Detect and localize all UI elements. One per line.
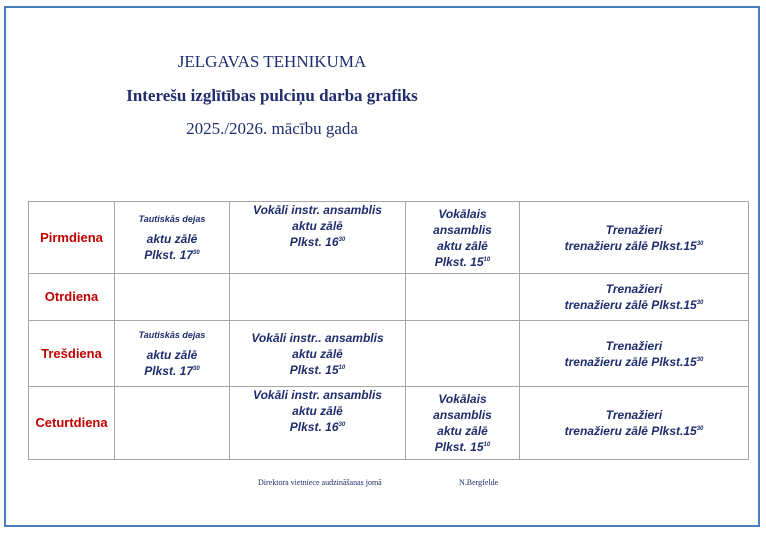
table-row <box>29 274 749 321</box>
schedule-cell: Trenažieri trenažieru zālē $Plkst.15^{30}$ <box>520 321 749 387</box>
schedule-cell: Vokālais ansamblis aktu zālē Plkst. $15^{10}$ <box>406 202 520 274</box>
table-row <box>29 321 749 387</box>
day-cell: Pirmdiena <box>29 202 115 274</box>
schedule-cell <box>115 387 230 460</box>
school-year: 2025./2026. mācību gada <box>186 119 358 138</box>
schedule-cell <box>406 274 520 321</box>
day-cell: Otrdiena <box>29 274 115 321</box>
day-cell: Ceturtdiena <box>29 387 115 460</box>
schedule-cell: Vokālais ansamblis aktu zālē Plkst. $15^{10}$ <box>406 387 520 460</box>
document-title: Interešu izglītības pulciņu darba grafiks <box>126 86 418 105</box>
schedule-cell: Vokāli instr. ansamblis aktu zālē Plkst. $16^{30}$ <box>230 387 406 460</box>
schedule-cell: Vokāli instr. ansamblis aktu zālē Plkst. $16^{30}$ <box>230 202 406 274</box>
table-row <box>29 387 749 460</box>
schedule-cell <box>115 274 230 321</box>
school-name: JELGAVAS TEHNIKUMA <box>177 52 367 71</box>
schedule-cell <box>230 274 406 321</box>
schedule-cell: Vokāli instr.. ansamblis aktu zālē Plkst. $15^{10}$ <box>230 321 406 387</box>
schedule-cell: Trenažieri trenažieru zālē $Plkst.15^{30}$ <box>520 387 749 460</box>
schedule-cell: Tautiskās dejas aktu zālē Plkst. $17^{30}$ <box>115 321 230 387</box>
table-row <box>29 202 749 274</box>
schedule-cell: Trenažieri trenažieru zālē $Plkst.15^{30}$ <box>520 202 749 274</box>
schedule-cell: Trenažieri trenažieru zālē $Plkst.15^{30}$ <box>520 274 749 321</box>
day-cell: Trešdiena <box>29 321 115 387</box>
schedule-table <box>28 201 749 460</box>
schedule-cell: Tautiskās dejas aktu zālē Plkst. $17^{30}$ <box>115 202 230 274</box>
signatory-name: N.Bergfelde <box>459 478 499 487</box>
signatory-role: Direktora vietniece audzināšanas jomā <box>258 478 382 487</box>
schedule-cell <box>406 321 520 387</box>
